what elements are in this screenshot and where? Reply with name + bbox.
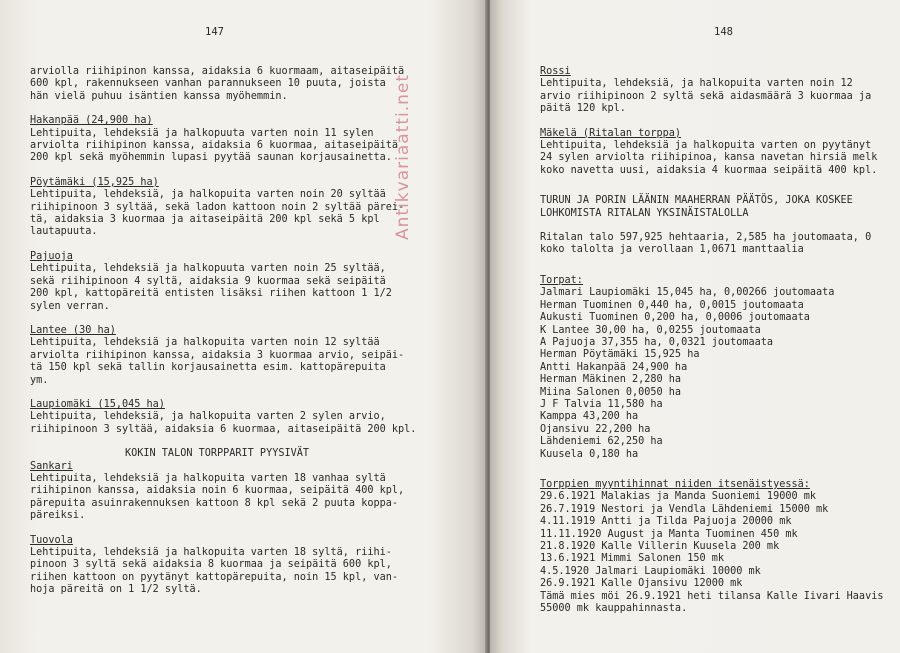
list-item: Herman Pöytämäki 15,925 ha <box>540 349 700 361</box>
list-item: Kamppa 43,200 ha <box>540 411 639 423</box>
list-item: Ojansivu 22,200 ha <box>540 423 651 435</box>
decree-heading-line: TURUN JA PORIN LÄÄNIN MAAHERRAN PÄÄTÖS, JOKA KOSKEE <box>540 195 853 207</box>
section-block <box>30 251 475 313</box>
list-item: Miina Salonen 0,0050 ha <box>540 386 682 398</box>
body-line: Lehtipuita, lehdeksiä ja halkopuita varten 18 syltä, riihi- <box>30 547 392 558</box>
list-item: Kuusela 0,180 ha <box>540 448 639 460</box>
list-item: Tämä mies möi 26.9.1921 heti tilansa Kalle Iivari Haavis <box>540 590 884 602</box>
section-heading: Rossi <box>540 66 571 77</box>
body-line: lautapuuta. <box>30 226 98 238</box>
sales-list <box>540 479 900 615</box>
section-block <box>30 535 475 597</box>
list-item: 13.6.1921 Mimmi Salonen 150 mk <box>540 553 725 565</box>
body-line: arvio riihipinoon 2 syltä sekä aidasmäärä 3 kuormaa ja <box>540 90 872 102</box>
body-line: riihipinoon 3 syltää, sekä ladon kattoon noin 2 syltää pärei- <box>30 201 405 213</box>
body-line: hoja päreitä on 1 1/2 syltä. <box>30 584 202 596</box>
section-block <box>30 399 475 436</box>
list-item: Lähdeniemi 62,250 ha <box>540 436 663 448</box>
list-item: 26.9.1921 Kalle Ojansivu 12000 mk <box>540 578 743 590</box>
section-heading: Torpat: <box>540 274 583 286</box>
list-item: 4.11.1919 Antti ja Tilda Pajuoja 20000 mk <box>540 516 792 528</box>
body-line: päreiksi. <box>30 510 86 522</box>
list-item: 26.7.1919 Nestori ja Vendla Lähdeniemi 15000 mk <box>540 503 829 515</box>
list-item: 55000 mk kauppahinnasta. <box>540 603 688 615</box>
body-line: koko talolta ja verollaan 1,0671 manttaalia <box>540 244 804 256</box>
body-line: Lehtipuita, lehdeksiä ja halkopuita varten noin 12 syltää <box>30 337 380 349</box>
list-item: 21.8.1920 Kalle Villerin Kuusela 200 mk <box>540 541 780 552</box>
section-block <box>540 66 900 116</box>
list-item: Aukusti Tuominen 0,200 ha, 0,0006 joutomaata <box>540 312 810 324</box>
body-line: sekä riihipinoon 4 syltä, aidaksia 9 kuormaa sekä seipäitä <box>30 275 386 287</box>
section-heading: Torppien myyntihinnat niiden itsenäistyessä: <box>540 478 810 490</box>
list-item: Jalmari Laupiomäki 15,045 ha, 0,00266 joutomaata <box>540 287 835 299</box>
section-heading: Laupiomäki (15,045 ha) <box>30 398 165 410</box>
section-heading: Tuovola <box>30 534 73 546</box>
body-line: pinoon 3 syltä sekä aidaksia 8 kuormaa ja seipäitä 600 kpl, <box>30 559 392 571</box>
estate-paragraph <box>540 232 900 257</box>
body-line: arviolla riihipinon kanssa, aidaksia 6 kuormaam, aitaseipäitä <box>30 66 405 77</box>
body-line: tä 150 kpl sekä tallin korjausainetta esim. kattopärepuita <box>30 362 386 374</box>
decree-heading <box>540 195 900 220</box>
list-item: A Pajuoja 37,355 ha, 0,0321 joutomaata <box>540 336 774 348</box>
body-line: päitä 120 kpl. <box>540 103 626 115</box>
section-heading: Mäkelä (Ritalan torppa) <box>540 127 682 139</box>
body-line: Lehtipuita, lehdeksiä ja halkopuita varten 18 vanhaa syltä <box>30 472 386 484</box>
list-item: K Lantee 30,00 ha, 0,0255 joutomaata <box>540 324 761 336</box>
section-block <box>30 461 475 523</box>
body-line: 200 kpl, kattopäreitä entisten lisäksi riihen kattoon 1 1/2 <box>30 288 392 300</box>
watermark-stamp: Antikvariaatti.net <box>393 73 413 240</box>
page-number-148: 148 <box>714 26 733 38</box>
list-item: Herman Mäkinen 2,280 ha <box>540 374 682 386</box>
body-line: Lehtipuita, lehdeksiä, ja halkopuita varten 2 sylen arvio, <box>30 411 386 423</box>
body-line: pärepuita asuinrakennuksen kattoon 8 kpl sekä 2 puuta koppa- <box>30 497 399 509</box>
body-line: 24 sylen arviolta riihipinoa, kansa navetan hirsiä melk <box>540 152 878 164</box>
list-item: 4.5.1920 Jalmari Laupiomäki 10000 mk <box>540 565 761 577</box>
list-item: 29.6.1921 Malakias ja Manda Suoniemi 19000 mk <box>540 491 817 503</box>
body-line: arviolta riihipinon kanssa, aidaksia 6 kuormaa, aitaseipäitä <box>30 140 399 152</box>
body-line: 600 kpl, rakennukseen vanhan parannukseen 10 puuta, joista <box>30 78 386 90</box>
torpat-list <box>540 275 900 461</box>
centered-heading: KOKIN TALON TORPPARIT PYYSIVÄT <box>125 448 310 460</box>
body-line: arviolta riihipinon kanssa, aidaksia 3 kuormaa arvio, seipäi- <box>30 349 405 361</box>
body-line: Lehtipuita, lehdeksiä ja halkopuita varten on pyytänyt <box>540 140 872 152</box>
body-line: Lehtipuita, lehdeksiä ja halkopuuta varten noin 11 sylen <box>30 127 374 139</box>
section-heading: Pajuoja <box>30 250 73 262</box>
body-line: riihipinoon 3 syltää, aidaksia 6 kuormaa, aitaseipäitä 200 kpl. <box>30 423 417 435</box>
section-block <box>540 128 900 178</box>
body-line: hän vielä puhuu isäntien kanssa myöhemmin. <box>30 90 288 102</box>
body-line: 200 kpl sekä myöhemmin lupasi pyytää saunan korjausainetta. <box>30 152 392 164</box>
section-heading: Lantee (30 ha) <box>30 324 116 336</box>
page-number-147: 147 <box>205 26 224 38</box>
list-item: 11.11.1920 August ja Manta Tuominen 450 mk <box>540 528 798 540</box>
list-item: Antti Hakanpää 24,900 ha <box>540 361 688 373</box>
list-item: Herman Tuominen 0,440 ha, 0,0015 joutomaata <box>540 299 804 311</box>
body-line: sylen verran. <box>30 300 110 312</box>
right-text-column <box>540 66 900 627</box>
body-line: riihen kattoon on pyytänyt kattopärepuita, noin 15 kpl, van- <box>30 571 399 583</box>
right-page <box>490 0 900 653</box>
body-line: ym. <box>30 374 49 386</box>
body-line: Lehtipuita, lehdeksiä, ja halkopuita varten noin 12 <box>540 78 853 90</box>
body-line: Ritalan talo 597,925 hehtaaria, 2,585 ha joutomaata, 0 <box>540 232 872 244</box>
section-heading: Hakanpää (24,900 ha) <box>30 115 153 127</box>
body-line: Lehtipuita, lehdeksiä, ja halkopuita varten noin 20 syltää <box>30 189 386 201</box>
body-line: Lehtipuita, lehdeksiä ja halkopuuta varten noin 25 syltää, <box>30 263 386 275</box>
list-item: J F Talvia 11,580 ha <box>540 398 663 410</box>
section-heading: Sankari <box>30 460 73 472</box>
body-line: riihipinon kanssa, aidaksia noin 6 kuormaa, seipäitä 400 kpl, <box>30 485 405 497</box>
decree-heading-line: LOHKOMISTA RITALAN YKSINÄISTALOLLA <box>540 207 749 219</box>
body-line: tä, aidaksia 3 kuormaa ja aitaseipäitä 200 kpl sekä 5 kpl <box>30 214 380 226</box>
section-heading: Pöytämäki (15,925 ha) <box>30 176 159 188</box>
section-block <box>30 325 475 387</box>
body-line: koko navetta uusi, aidaksia 4 kuormaa seipäitä 400 kpl. <box>540 164 878 176</box>
